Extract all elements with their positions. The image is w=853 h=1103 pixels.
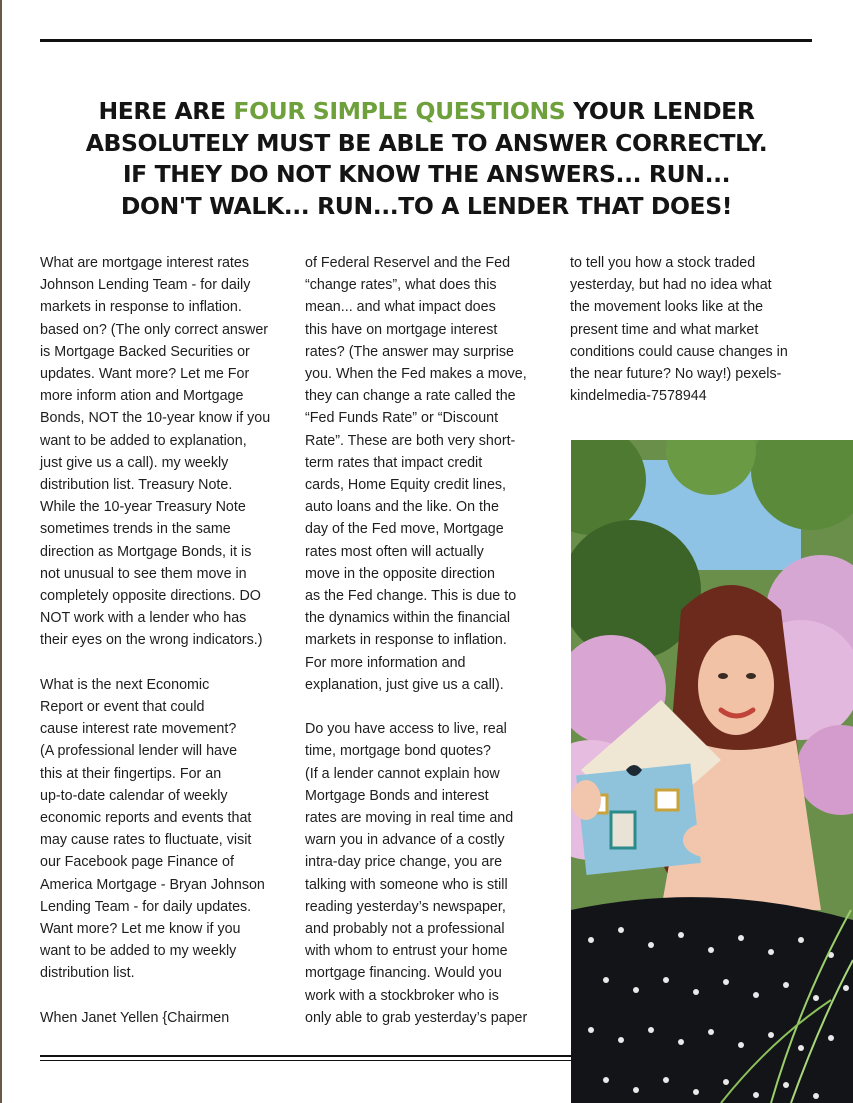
bottom-rule-thin bbox=[40, 1060, 572, 1061]
page-edge bbox=[0, 0, 2, 1103]
column-2-paragraph-2: Do you have access to live, real time, mortgage bond quotes? (If a lender cannot explain how Mortgage Bonds and interest rates are moving in real time and warn you in advance of a costly intra-day price change, you are talking with someone who is still reading yesterday’s newspaper, and probably not a professional with whom to entrust your home mortgage financing. Would you work with a stockbroker who is only able to grab yesterday’s paper bbox=[305, 721, 528, 1026]
headline bbox=[40, 96, 813, 222]
column-1-paragraph-2: What is the next Economic Report or event that could cause interest rate movement? (A professional lender will have this at their fingertips. For an up-to-date calendar of weekly economic reports and events that may cause rates to fluctuate, visit our Facebook page Finance of America Mortgage - Bryan Johnson Lending Team - for daily updates. Want more? Let me know if you want to be added to my weekly distribution list. bbox=[40, 676, 265, 982]
headline-accent: FOUR SIMPLE QUESTIONS bbox=[233, 97, 566, 125]
column-1 bbox=[40, 252, 290, 1029]
headline-line-4: DON'T WALK... RUN...TO A LENDER THAT DOES! bbox=[120, 191, 733, 220]
column-2-paragraph-1: of Federal Reservel and the Fed “change rates”, what does this mean... and what impact does this have on mortgage interest rates? (The answer may surprise you. When the Fed makes a move, they can change a rate called the “Fed Funds Rate” or “Discount Rate”. These are both very short- term rates that impact credit cards, Home Equity credit lines, auto loans and the like. On the day of the Fed move, Mortgage rates most often will actually move in the opposite direction as the Fed change. This is due to the dynamics within the financial markets in response to inflation. For more information and explanation, just give us a call). bbox=[305, 255, 527, 693]
photo-illustration-icon bbox=[571, 440, 853, 1103]
column-1-paragraph-3: When Janet Yellen {Chairmen bbox=[40, 1009, 230, 1026]
column-1-paragraph-1: What are mortgage interest rates Johnson Lending Team - for daily markets in response to inflation. based on? (The only correct answer is Mortgage Backed Securities or updates. Want more? Let me For more inform ation and Mortgage Bonds, NOT the 10-year know if you want to be added to explanation, just give us a call). my weekly distribution list. Treasury Note. While the 10-year Treasury Note sometimes trends in the same direction as Mortgage Bonds, it is not unusual to see them move in completely opposite directions. DO NOT work with a lender who has their eyes on the wrong indicators.) bbox=[40, 255, 271, 649]
woman-holding-birdhouse-photo bbox=[571, 440, 853, 1103]
column-3-paragraph-1: to tell you how a stock traded yesterday, but had no idea what the movement looks like at the present time and what market conditions could cause changes in the near future? No way!) pexels- kindelmedia-7578944 bbox=[570, 255, 788, 405]
column-2 bbox=[305, 252, 555, 1029]
bottom-rule bbox=[40, 1055, 572, 1057]
headline-line-2: ABSOLUTELY MUST BE ABLE TO ANSWER CORRECTLY. bbox=[85, 128, 768, 157]
headline-pre: HERE ARE bbox=[98, 97, 234, 125]
headline-line-1 bbox=[40, 96, 813, 128]
headline-post: YOUR LENDER bbox=[565, 97, 755, 125]
top-rule bbox=[40, 39, 812, 42]
column-3 bbox=[570, 252, 815, 407]
headline-line-3: IF THEY DO NOT KNOW THE ANSWERS... RUN... bbox=[122, 160, 731, 188]
